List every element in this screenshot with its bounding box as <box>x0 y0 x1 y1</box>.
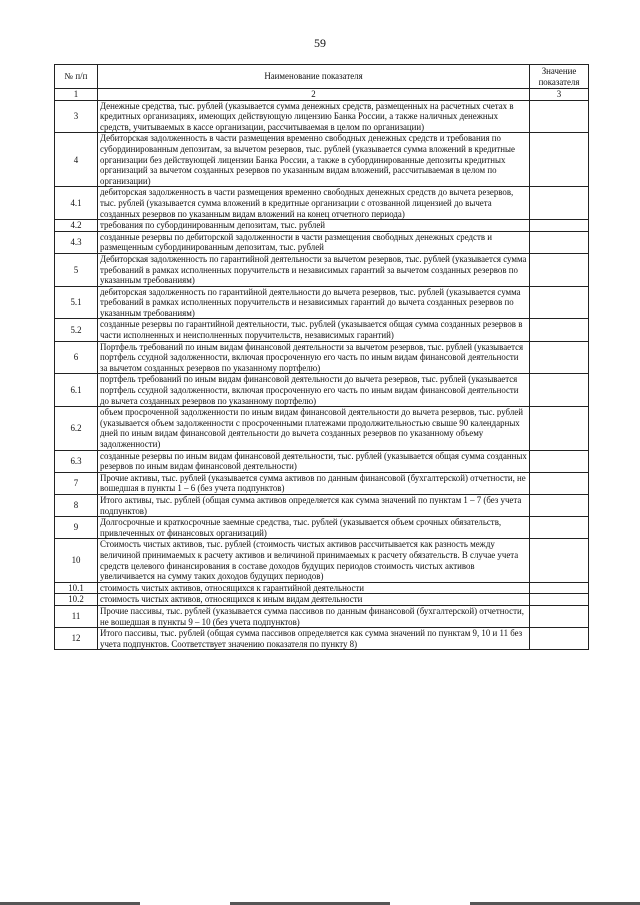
row-number: 9 <box>55 517 98 539</box>
table-body <box>55 100 589 650</box>
table-row <box>55 582 589 594</box>
table-row <box>55 220 589 232</box>
column-index: 2 <box>98 89 530 101</box>
row-description: дебиторская задолженность в части размещения временно свободных денежных средств до вычета резервов, тыс. рублей (указывается сумма вложений в кредитные организации с отозванной лицензией до вычета созданных резервов по указанным видам вложений на конец отчетного периода) <box>98 187 530 220</box>
row-number: 4.3 <box>55 231 98 253</box>
row-number: 4.1 <box>55 187 98 220</box>
row-value <box>530 594 589 606</box>
header-value: Значение показателя <box>530 65 589 89</box>
row-value <box>530 231 589 253</box>
header-name: Наименование показателя <box>98 65 530 89</box>
table-row <box>55 605 589 627</box>
scan-edge-marks <box>0 899 640 905</box>
row-description: портфель требований по иным видам финансовой деятельности до вычета резервов, тыс. рублей (указывается портфель ссудной задолженности, включая просроченную его часть по иным видам финансовой деятельности до вычета созданных резервов по указанному портфелю) <box>98 374 530 407</box>
page-number: 59 <box>314 36 326 50</box>
row-number: 8 <box>55 494 98 516</box>
row-description: стоимость чистых активов, относящихся к иным видам деятельности <box>98 594 530 606</box>
table-row <box>55 286 589 319</box>
row-description: созданные резервы по гарантийной деятельности, тыс. рублей (указывается общая сумма созданных резервов в части исполненных и неисполненных поручительств, независимых гарантий) <box>98 319 530 341</box>
row-value <box>530 472 589 494</box>
table-row <box>55 407 589 450</box>
row-value <box>530 253 589 286</box>
table-row <box>55 539 589 582</box>
column-index: 1 <box>55 89 98 101</box>
row-description: объем просроченной задолженности по иным видам финансовой деятельности до вычета резервов, тыс. рублей (указывается объем задолженности с просроченными платежами продолжительностью свыше 90 календарных дней по иным видам финансовой деятельности до вычета созданных резервов по указанному объему задолженности) <box>98 407 530 450</box>
row-description: Портфель требований по иным видам финансовой деятельности за вычетом резервов, тыс. рублей (указывается портфель ссудной задолженности, включая просроченную его часть по иным видам финансовой деятельности за вычетом созданных резервов по указанному портфелю) <box>98 341 530 374</box>
row-value <box>530 374 589 407</box>
row-description: Долгосрочные и краткосрочные заемные средства, тыс. рублей (указывается объем срочных обязательств, привлеченных от финансовых организаций) <box>98 517 530 539</box>
row-value <box>530 319 589 341</box>
row-number: 10.2 <box>55 594 98 606</box>
row-value <box>530 286 589 319</box>
table-row <box>55 494 589 516</box>
table-row <box>55 628 589 650</box>
row-number: 6.3 <box>55 450 98 472</box>
row-number: 5.2 <box>55 319 98 341</box>
table-header-row <box>55 65 589 89</box>
indicators-table <box>54 64 589 650</box>
table-row <box>55 594 589 606</box>
table-row <box>55 100 589 133</box>
row-number: 12 <box>55 628 98 650</box>
row-description: требования по субординированным депозитам, тыс. рублей <box>98 220 530 232</box>
row-number: 4 <box>55 133 98 187</box>
row-value <box>530 100 589 133</box>
row-description: Итого активы, тыс. рублей (общая сумма активов определяется как сумма значений по пунктам 1 – 7 (без учета подпунктов) <box>98 494 530 516</box>
column-index-row <box>55 89 589 101</box>
row-number: 5 <box>55 253 98 286</box>
table-row <box>55 133 589 187</box>
row-description: дебиторская задолженность по гарантийной деятельности до вычета резервов, тыс. рублей (указывается сумма требований в рамках исполненных поручительств и независимых гарантий до вычета созданных резервов по указанным требованиям) <box>98 286 530 319</box>
row-number: 5.1 <box>55 286 98 319</box>
row-value <box>530 450 589 472</box>
table-row <box>55 187 589 220</box>
row-value <box>530 407 589 450</box>
row-value <box>530 605 589 627</box>
row-number: 4.2 <box>55 220 98 232</box>
row-description: созданные резервы по иным видам финансовой деятельности, тыс. рублей (указывается общая сумма созданных резервов по иным видам финансовой деятельности) <box>98 450 530 472</box>
row-value <box>530 628 589 650</box>
row-description: стоимость чистых активов, относящихся к гарантийной деятельности <box>98 582 530 594</box>
row-description: Прочие активы, тыс. рублей (указывается сумма активов по данным финансовой (бухгалтерской) отчетности, не вошедшая в пункты 1 – 6 (без учета подпунктов) <box>98 472 530 494</box>
table-row <box>55 374 589 407</box>
row-value <box>530 517 589 539</box>
row-description: созданные резервы по дебиторской задолженности в части размещения свободных денежных средств и размещенным субординированным депозитам, тыс. рублей <box>98 231 530 253</box>
row-value <box>530 582 589 594</box>
row-value <box>530 133 589 187</box>
header-num: № п/п <box>55 65 98 89</box>
row-description: Стоимость чистых активов, тыс. рублей (стоимость чистых активов рассчитывается как разность между величиной принимаемых к расчету активов и величиной принимаемых к расчету обязательств. В случае учета средств целевого финансирования в составе доходов будущих периодов стоимость чистых активов увеличивается на сумму таких доходов будущих периодов) <box>98 539 530 582</box>
table-row <box>55 450 589 472</box>
table-row <box>55 319 589 341</box>
row-value <box>530 341 589 374</box>
row-value <box>530 187 589 220</box>
row-number: 6.2 <box>55 407 98 450</box>
row-description: Прочие пассивы, тыс. рублей (указывается сумма пассивов по данным финансовой (бухгалтерской) отчетности, не вошедшая в пункты 9 – 10 (без учета подпунктов) <box>98 605 530 627</box>
row-description: Дебиторская задолженность по гарантийной деятельности за вычетом резервов, тыс. рублей (указывается сумма требований в рамках исполненных поручительств и независимых гарантий за вычетом созданных резервов по указанным требованиям) <box>98 253 530 286</box>
table-row <box>55 253 589 286</box>
row-value <box>530 494 589 516</box>
row-description: Денежные средства, тыс. рублей (указывается сумма денежных средств, размещенных на расчетных счетах в кредитных организациях, имеющих действующую лицензию Банка России, а также наличных денежных средств, учитываемых в кассе организации, рассчитываемая в целом по организации) <box>98 100 530 133</box>
table-row <box>55 231 589 253</box>
table-row <box>55 341 589 374</box>
row-description: Итого пассивы, тыс. рублей (общая сумма пассивов определяется как сумма значений по пунктам 9, 10 и 11 без учета подпунктов. Соответствует значению показателя по пункту 8) <box>98 628 530 650</box>
row-number: 6 <box>55 341 98 374</box>
column-index: 3 <box>530 89 589 101</box>
row-number: 3 <box>55 100 98 133</box>
row-number: 6.1 <box>55 374 98 407</box>
row-number: 7 <box>55 472 98 494</box>
row-number: 10 <box>55 539 98 582</box>
row-value <box>530 539 589 582</box>
table-row <box>55 517 589 539</box>
row-description: Дебиторская задолженность в части размещения временно свободных денежных средств и требования по субординированным депозитам, за вычетом резервов, тыс. рублей (указывается сумма вложений в кредитные организации без действующей лицензии Банка России, а также в субординированные депозиты кредитных организаций за вычетом созданных резервов по указанным видам вложений, рассчитываемая в целом по организации) <box>98 133 530 187</box>
row-number: 11 <box>55 605 98 627</box>
table-row <box>55 472 589 494</box>
row-number: 10.1 <box>55 582 98 594</box>
row-value <box>530 220 589 232</box>
